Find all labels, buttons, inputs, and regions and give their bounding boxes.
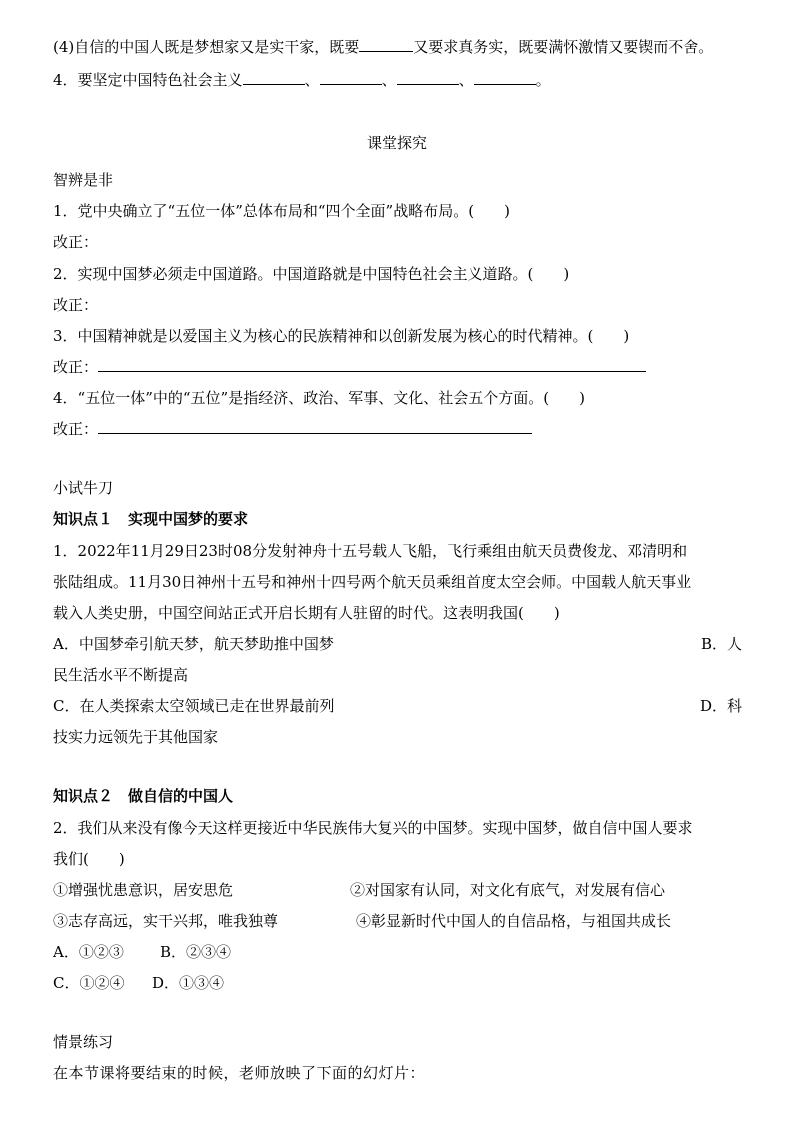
question-4-fill [53,70,551,90]
answer-blank[interactable] [320,70,382,85]
practice-heading: 小试牛刀 [53,479,114,497]
answer-blank[interactable] [359,37,413,52]
practice-q1-line1: 1．2022年11月29日23时08分发射神舟十五号载人飞船，飞行乘组由航天员费俊龙、邓清明和 [53,542,688,560]
correct-line-3 [53,357,646,377]
q2-option-a[interactable]: A．①②③ [53,943,124,961]
answer-blank[interactable] [243,70,305,85]
statement-4: ④彰显新时代中国人的自信品格，与祖国共成长 [356,912,672,930]
option-b-tail: 民生活水平不断提高 [53,666,189,684]
correct-label-2: 改正： [53,296,99,314]
correction-blank[interactable] [98,357,646,372]
q2-option-d[interactable]: D．①③④ [152,974,225,992]
judge-question-2: 2．实现中国梦必须走中国道路。中国道路就是中国特色社会主义道路。( ) [53,265,570,283]
statement-1: ①增强忧患意识，居安思危 [53,881,234,899]
separator: 、 [381,71,397,89]
judge-question-1: 1．党中央确立了“五位一体”总体布局和“四个全面”战略布局。( ) [53,202,510,220]
correction-blank[interactable] [98,419,532,434]
judge-question-4: 4．“五位一体”中的“五位”是指经济、政治、军事、文化、社会五个方面。( ) [53,389,585,407]
judge-question-3: 3．中国精神就是以爱国主义为核心的民族精神和以创新发展为核心的时代精神。( ) [53,327,630,345]
answer-blank[interactable] [397,70,459,85]
fill-item-4-pre: (4)自信的中国人既是梦想家又是实干家，既要 [53,38,360,56]
option-b-head[interactable]: B．人 [700,635,742,653]
section-title: 课堂探究 [366,134,427,152]
practice-q2-line2: 我们( ) [53,850,125,868]
option-a[interactable]: A．中国梦牵引航天梦，航天梦助推中国梦 [53,635,334,653]
statement-2: ②对国家有认同，对文化有底气，对发展有信心 [350,881,666,899]
practice-q2-line1: 2．我们从来没有像今天这样更接近中华民族伟大复兴的中国梦。实现中国梦，做自信中国人要求 [53,819,693,837]
practice-q1-line2: 张陆组成。11月30日神州十五号和神州十四号两个航天员乘组首度太空会师。中国载人航天事业 [53,573,692,591]
correct-line-4 [53,419,532,439]
scenario-heading: 情景练习 [53,1033,114,1051]
question-4-text: 4．要坚定中国特色社会主义 [53,71,243,89]
statement-3: ③志存高远，实干兴邦，唯我独尊 [53,912,279,930]
answer-blank[interactable] [474,70,536,85]
separator: 、 [304,71,320,89]
correct-label-3: 改正： [53,358,99,376]
end-mark: 。 [535,71,551,89]
practice-q1-line3: 载入人类史册，中国空间站正式开启长期有人驻留的时代。这表明我国( ) [53,604,560,622]
fill-item-4-post: 又要求真务实，既要满怀激情又要锲而不舍。 [413,38,714,56]
correct-label-1: 改正： [53,233,99,251]
option-d-tail: 技实力远领先于其他国家 [53,728,219,746]
option-c[interactable]: C．在人类探索太空领域已走在世界最前列 [53,697,335,715]
correct-label-4: 改正： [53,420,99,438]
knowledge-point-2: 知识点２ 做自信的中国人 [53,787,234,805]
fill-item-4 [53,37,713,57]
judge-heading: 智辨是非 [53,171,114,189]
scenario-intro: 在本节课将要结束的时候，老师放映了下面的幻灯片： [53,1064,426,1082]
q2-option-c[interactable]: C．①②④ [53,974,125,992]
separator: 、 [458,71,474,89]
knowledge-point-1: 知识点１ 实现中国梦的要求 [53,510,249,528]
option-d-head[interactable]: D．科 [699,697,742,715]
q2-option-b[interactable]: B．②③④ [160,943,232,961]
